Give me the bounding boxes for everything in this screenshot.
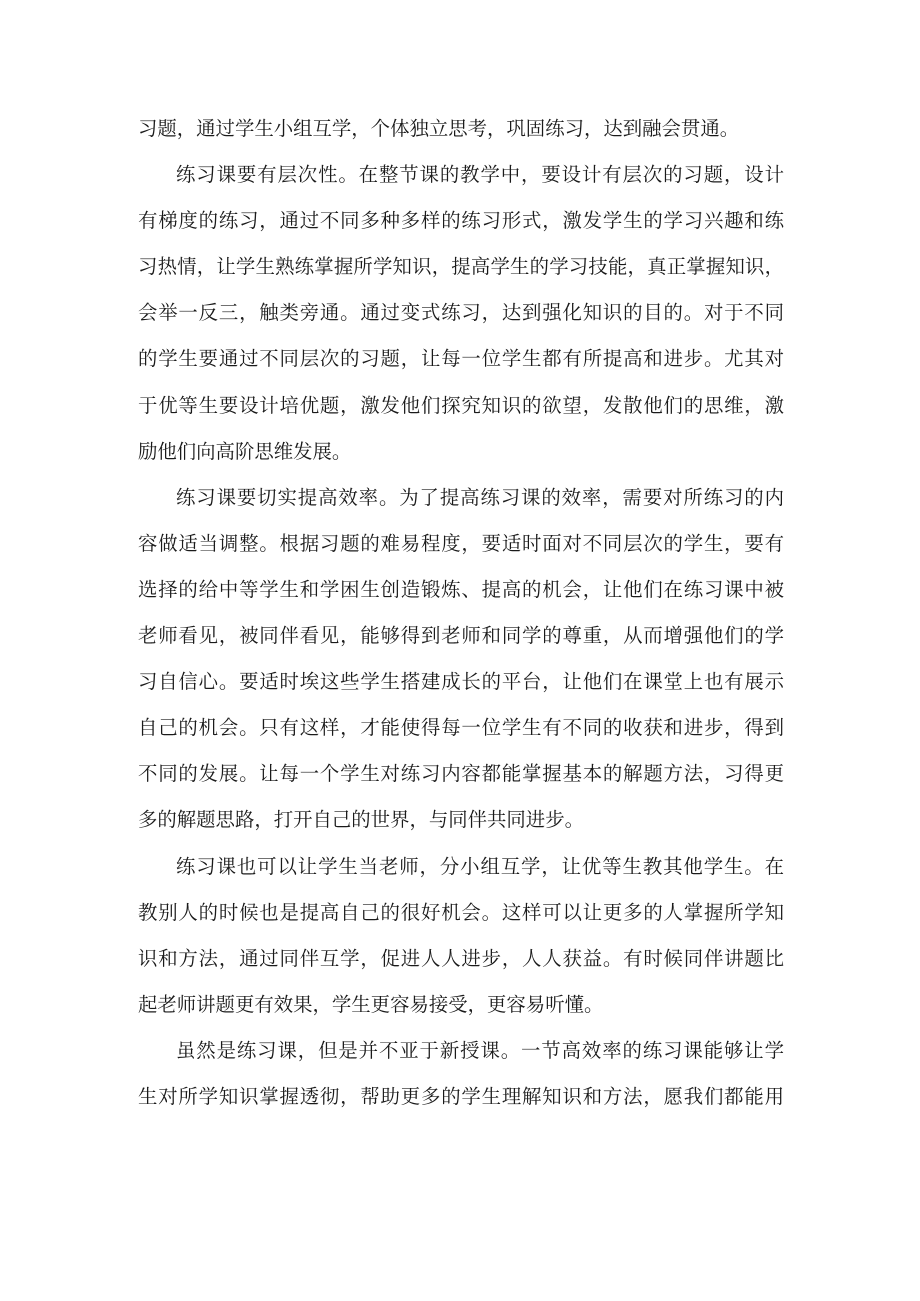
paragraph-2-line-7: 励他们向高阶思维发展。	[138, 439, 352, 463]
paragraph-3-line-4: 老师看见，被同伴看见，能够得到老师和同学的尊重，从而增强他们的学	[138, 624, 784, 648]
paragraph-3-line-7: 不同的发展。让每一个学生对练习内容都能掌握基本的解题方法，习得更	[138, 762, 784, 786]
paragraph-3-line-2: 容做适当调整。根据习题的难易程度，要适时面对不同层次的学生，要有	[138, 531, 784, 555]
paragraph-4-line-4: 起老师讲题更有效果，学生更容易接受，更容易听懂。	[138, 992, 604, 1016]
paragraph-2-line-6: 于优等生要设计培优题，激发他们探究知识的欲望，发散他们的思维，激	[138, 393, 784, 417]
paragraph-3-line-6: 自己的机会。只有这样，才能使得每一位学生有不同的收获和进步，得到	[138, 716, 784, 740]
paragraph-3-line-3: 选择的给中等学生和学困生创造锻炼、提高的机会，让他们在练习课中被	[138, 577, 784, 601]
paragraph-4-line-3: 识和方法，通过同伴互学，促进人人进步，人人获益。有时候同伴讲题比	[138, 946, 784, 970]
paragraph-4-line-2: 教别人的时候也是提高自己的很好机会。这样可以让更多的人掌握所学知	[138, 900, 784, 924]
paragraph-3-line-8: 多的解题思路，打开自己的世界，与同伴共同进步。	[138, 808, 584, 832]
paragraph-5-line-2: 生对所学知识掌握透彻，帮助更多的学生理解知识和方法，愿我们都能用	[138, 1084, 784, 1108]
paragraph-2-line-1: 练习课要有层次性。在整节课的教学中，要设计有层次的习题，设计	[176, 163, 784, 187]
paragraph-3-line-1: 练习课要切实提高效率。为了提高练习课的效率，需要对所练习的内	[176, 485, 784, 509]
paragraph-2-line-2: 有梯度的练习，通过不同多种多样的练习形式，激发学生的学习兴趣和练	[138, 209, 784, 233]
paragraph-5-line-1: 虽然是练习课，但是并不亚于新授课。一节高效率的练习课能够让学	[176, 1038, 784, 1062]
paragraph-4-line-1: 练习课也可以让学生当老师，分小组互学，让优等生教其他学生。在	[176, 854, 784, 878]
paragraph-1-line-1: 习题，通过学生小组互学，个体独立思考，巩固练习，达到融会贯通。	[138, 117, 740, 140]
paragraph-2-line-4: 会举一反三，触类旁通。通过变式练习，达到强化知识的目的。对于不同	[138, 301, 784, 325]
body-text	[138, 106, 784, 1120]
paragraph-3-line-5: 习自信心。要适时埃这些学生搭建成长的平台，让他们在课堂上也有展示	[138, 670, 784, 694]
paragraph-2-line-5: 的学生要通过不同层次的习题，让每一位学生都有所提高和进步。尤其对	[138, 347, 784, 371]
paragraph-2-line-3: 习热情，让学生熟练掌握所学知识，提高学生的学习技能，真正掌握知识，	[138, 255, 784, 279]
